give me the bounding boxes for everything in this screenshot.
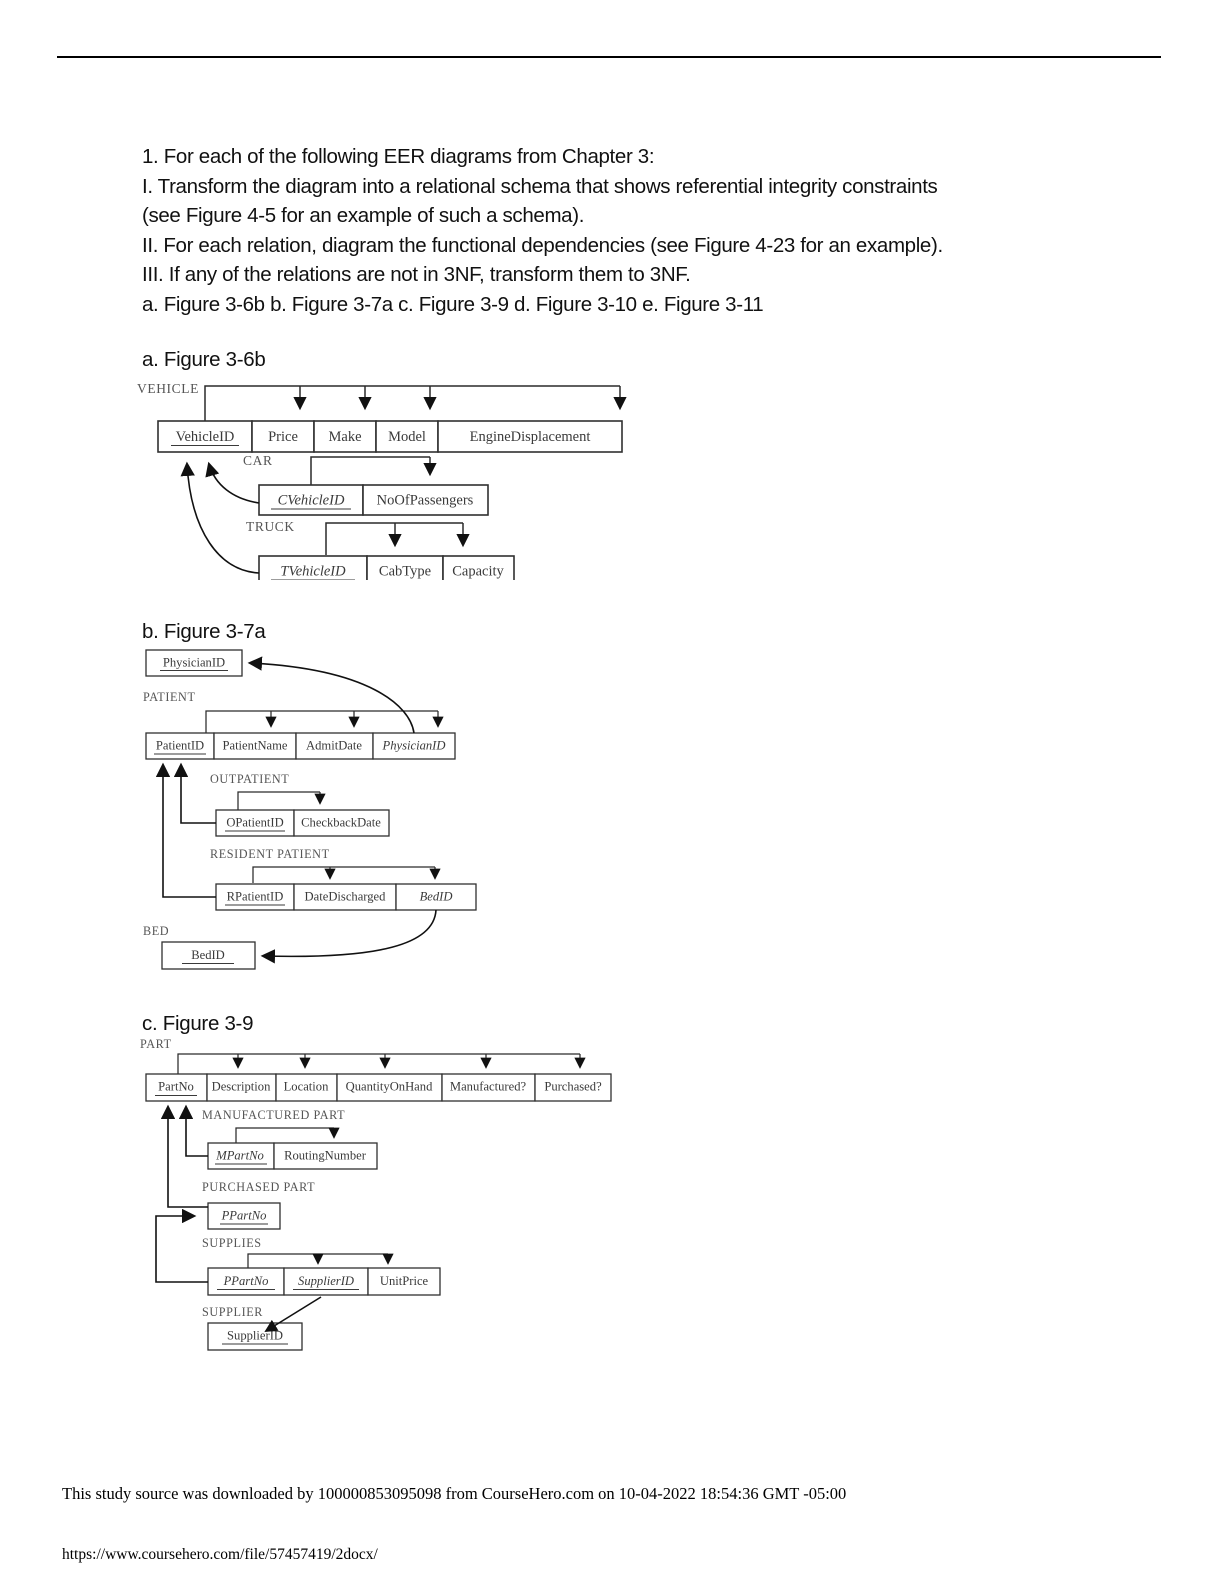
attr-price: Price xyxy=(268,428,298,445)
attr-supplierid-pk: SupplierID xyxy=(227,1328,283,1343)
ri-arrow-supplies-to-purchased xyxy=(156,1216,208,1282)
page-header-rule xyxy=(57,56,1161,58)
relation-label-outpatient: OUTPATIENT xyxy=(210,772,290,786)
attr-patientname: PatientName xyxy=(222,738,288,753)
attr-vehicleid: VehicleID xyxy=(175,428,235,445)
attr-opatientid: OPatientID xyxy=(226,815,284,830)
attr-unitprice: UnitPrice xyxy=(379,1273,429,1288)
attr-physicianid-fk: PhysicianID xyxy=(382,738,446,753)
figure-caption-b: b. Figure 3-7a xyxy=(142,620,266,643)
relation-label-truck: TRUCK xyxy=(246,519,295,534)
attr-mpartno: MPartNo xyxy=(216,1148,264,1163)
footer-download-notice: This study source was downloaded by 100000853095098 from CourseHero.com on 10-04-2022 18:54:36 GMT -05:00 xyxy=(62,1484,847,1503)
relation-label-manufactured-part: MANUFACTURED PART xyxy=(202,1108,346,1122)
attr-ppartno-purchased: PPartNo xyxy=(221,1208,267,1223)
relation-label-part: PART xyxy=(140,1037,172,1051)
attr-physicianid-pk: PhysicianID xyxy=(162,655,226,670)
relation-label-vehicle: VEHICLE xyxy=(137,381,199,396)
relation-label-patient: PATIENT xyxy=(143,690,196,704)
figure-caption-c: c. Figure 3-9 xyxy=(142,1012,254,1035)
attr-cabtype: CabType xyxy=(378,563,432,580)
attr-model: Model xyxy=(388,428,426,445)
relation-label-bed: BED xyxy=(143,924,170,938)
attr-bedid-fk: BedID xyxy=(419,889,453,904)
attr-ppartno-supplies: PPartNo xyxy=(223,1273,269,1288)
relation-label-purchased-part: PURCHASED PART xyxy=(202,1180,316,1194)
relation-label-supplier: SUPPLIER xyxy=(202,1305,264,1319)
figure-caption-a: a. Figure 3-6b xyxy=(142,348,266,371)
attr-patientid: PatientID xyxy=(155,738,205,753)
attr-purchased: Purchased? xyxy=(544,1079,602,1094)
question-line-6: a. Figure 3-6b b. Figure 3-7a c. Figure 3-9 d. Figure 3-10 e. Figure 3-11 xyxy=(142,292,764,316)
relation-label-supplies: SUPPLIES xyxy=(202,1236,262,1250)
attr-location: Location xyxy=(283,1079,329,1094)
question-text-block xyxy=(142,142,1082,319)
ri-arrow-resident-to-patient xyxy=(163,765,216,897)
attr-enginedisplacement: EngineDisplacement xyxy=(469,428,591,445)
attr-rpatientid: RPatientID xyxy=(226,889,284,904)
diagram-figure-3-6b xyxy=(133,375,663,580)
ri-arrow-patient-to-physician xyxy=(250,663,414,733)
attr-make: Make xyxy=(328,428,362,445)
question-line-2: I. Transform the diagram into a relational schema that shows referential integrity constraints xyxy=(142,174,938,198)
attr-manufactured: Manufactured? xyxy=(449,1079,527,1094)
ri-arrow-car-to-vehicle xyxy=(209,464,259,503)
question-line-5: III. If any of the relations are not in 3NF, transform them to 3NF. xyxy=(142,263,691,286)
attr-supplierid-supplies: SupplierID xyxy=(298,1273,354,1288)
question-line-3: (see Figure 4-5 for an example of such a schema). xyxy=(142,204,585,227)
attr-datedischarged: DateDischarged xyxy=(304,889,386,904)
attr-bedid-pk: BedID xyxy=(191,947,225,962)
attr-tvehicleid: TVehicleID xyxy=(280,563,346,580)
ri-arrow-residentbed-to-bed xyxy=(263,910,436,956)
attr-quantityonhand: QuantityOnHand xyxy=(345,1079,433,1094)
footer-source-url: https://www.coursehero.com/file/57457419/2docx/ xyxy=(62,1546,378,1563)
attr-cvehicleid: CVehicleID xyxy=(277,492,345,509)
question-line-1: 1. For each of the following EER diagrams from Chapter 3: xyxy=(142,145,655,168)
relation-label-resident-patient: RESIDENT PATIENT xyxy=(210,847,330,861)
attr-admitdate: AdmitDate xyxy=(306,738,362,753)
attr-noofpassengers: NoOfPassengers xyxy=(376,492,474,509)
attr-routingnumber: RoutingNumber xyxy=(284,1148,366,1163)
question-line-4: II. For each relation, diagram the functional dependencies (see Figure 4-23 for an example). xyxy=(142,233,943,257)
attr-partno: PartNo xyxy=(158,1079,194,1094)
attr-capacity: Capacity xyxy=(452,563,504,580)
diagram-figure-3-7a xyxy=(138,645,558,975)
diagram-figure-3-9 xyxy=(138,1035,618,1360)
relation-label-car: CAR xyxy=(243,453,273,468)
attr-description: Description xyxy=(211,1079,271,1094)
attr-checkbackdate: CheckbackDate xyxy=(301,815,381,830)
